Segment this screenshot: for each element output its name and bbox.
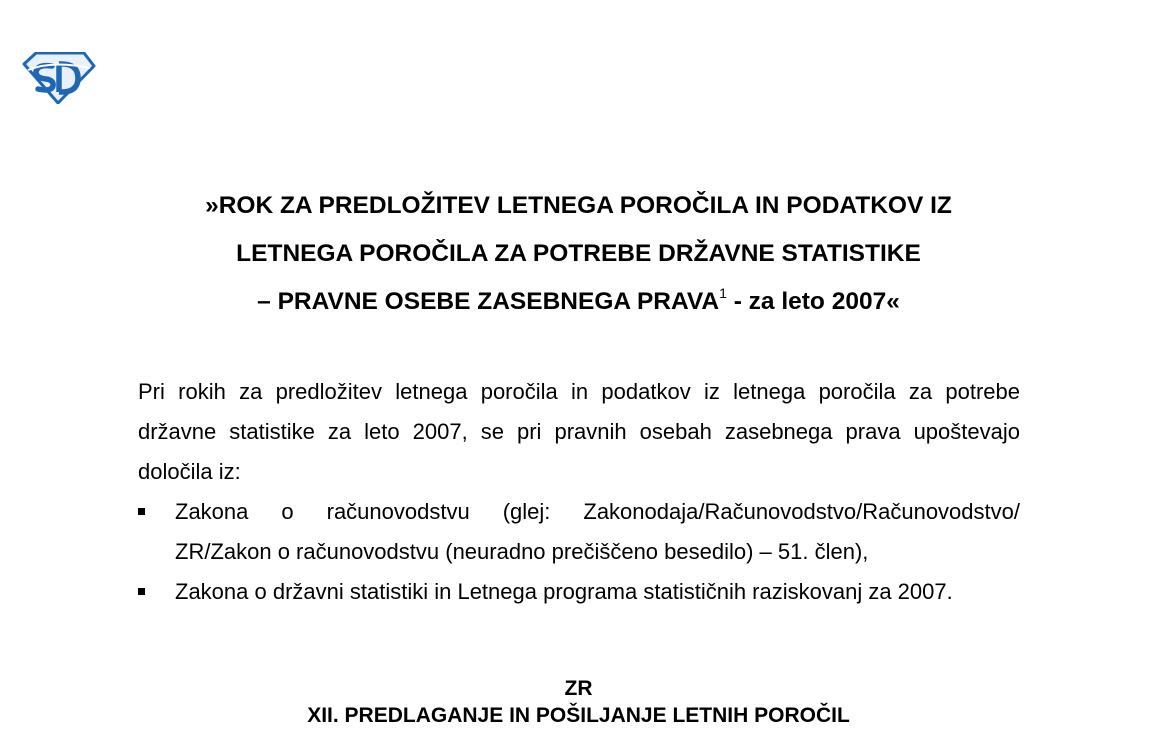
title-line-3-main: – PRAVNE OSEBE ZASEBNEGA PRAVA — [257, 288, 720, 315]
list-item-line-2: ZR/Zakon o računovodstvu (neuradno prečiščeno besedilo) – 51. člen), — [175, 539, 869, 564]
intro-line-3: določila iz: — [138, 459, 241, 484]
intro-line-1: Pri rokih za predložitev letnega poročila in podatkov iz letnega poročila za potrebe — [138, 379, 1020, 404]
square-bullet-icon — [138, 588, 145, 595]
title-line-3-tail: - za leto 2007« — [726, 288, 900, 315]
list-item-line-1: Zakona o računovodstvu (glej: Zakonodaja/Računovodstvo/Računovodstvo/ — [175, 499, 1020, 524]
title-line-3 — [0, 278, 1157, 328]
list-item-line-1: Zakona o državni statistiki in Letnega programa statističnih raziskovanj za 2007. — [175, 579, 953, 604]
list-item — [138, 572, 1020, 612]
sd-logo — [22, 52, 96, 104]
footnote-marker[interactable]: 1 — [719, 285, 727, 301]
footer-abbreviation: ZR — [564, 677, 593, 700]
sd-diamond-logo-icon — [22, 52, 96, 104]
list-item — [138, 492, 1020, 572]
title-line-1: »ROK ZA PREDLOŽITEV LETNEGA POROČILA IN PODATKOV IZ — [205, 192, 952, 219]
title-line-2: LETNEGA POROČILA ZA POTREBE DRŽAVNE STATISTIKE — [236, 240, 921, 267]
intro-line-2: državne statistike za leto 2007, se pri pravnih osebah zasebnega prava upoštevajo — [138, 419, 1020, 444]
document-title — [0, 182, 1157, 328]
footer-chapter-title: XII. PREDLAGANJE IN POŠILJANJE LETNIH POROČIL — [307, 704, 850, 727]
legal-basis-list — [138, 492, 1020, 612]
intro-paragraph — [138, 372, 1020, 492]
square-bullet-icon — [138, 508, 145, 515]
document-body — [138, 372, 1020, 612]
